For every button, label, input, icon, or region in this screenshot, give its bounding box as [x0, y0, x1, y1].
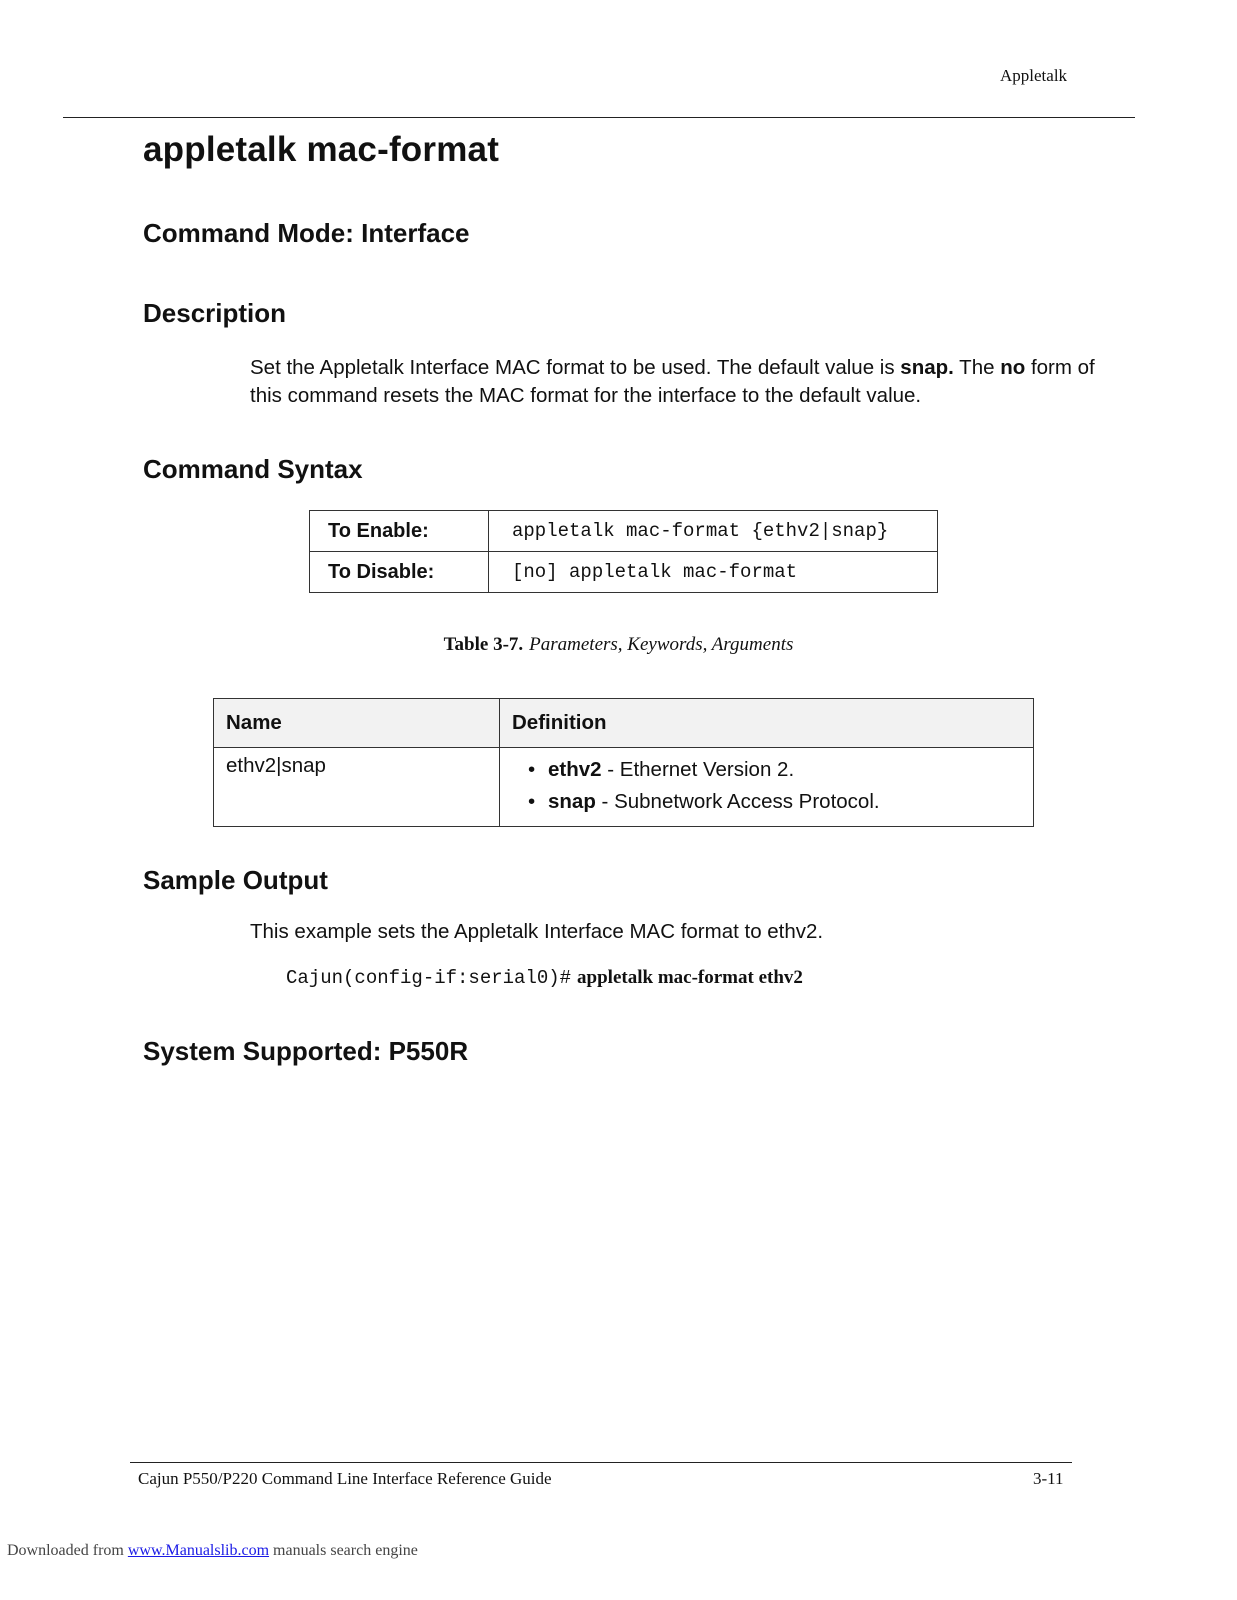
- definition-text: - Ethernet Version 2.: [601, 758, 795, 781]
- list-item: [528, 786, 1021, 818]
- definition-keyword: snap: [548, 790, 596, 813]
- header-rule: [63, 117, 1135, 118]
- table-caption: [0, 634, 1237, 656]
- enable-command: appletalk mac-format {ethv2|snap}: [489, 511, 938, 552]
- parameter-name: ethv2|snap: [214, 748, 500, 827]
- default-value: snap.: [900, 356, 954, 379]
- watermark-prefix: Downloaded from: [7, 1542, 128, 1559]
- description-paragraph: [250, 354, 1110, 410]
- bullet-icon: •: [528, 790, 536, 813]
- sample-output-heading: Sample Output: [143, 865, 328, 895]
- description-text-2: The: [953, 356, 1001, 379]
- cli-prompt: Cajun(config-if:serial0)#: [286, 967, 572, 989]
- disable-label: To Disable:: [310, 552, 489, 593]
- download-watermark: [7, 1542, 418, 1560]
- description-heading: Description: [143, 298, 287, 328]
- definition-text: - Subnetwork Access Protocol.: [595, 790, 880, 813]
- definition-column-header: Definition: [500, 699, 1034, 748]
- bullet-icon: •: [528, 758, 536, 781]
- footer-guide-title: Cajun P550/P220 Command Line Interface Reference Guide: [138, 1469, 552, 1488]
- description-text-3: form of this command resets the MAC format for the interface to the default value.: [250, 356, 1095, 407]
- page-title: appletalk mac-format: [143, 130, 500, 169]
- command-mode-heading: Command Mode: Interface: [143, 218, 470, 248]
- table-row: [214, 748, 1034, 827]
- name-column-header: Name: [214, 699, 500, 748]
- syntax-table: [309, 510, 938, 593]
- parameters-table: [213, 698, 1034, 827]
- footer-rule: [130, 1462, 1072, 1463]
- manualslib-link[interactable]: www.Manualslib.com: [127, 1542, 270, 1559]
- sample-command-line: [286, 967, 803, 989]
- definition-list: [512, 754, 1021, 818]
- watermark-suffix: manuals search engine: [269, 1542, 418, 1559]
- parameter-definition: [500, 748, 1034, 827]
- syntax-row-enable: [310, 511, 938, 552]
- system-supported-heading: System Supported: P550R: [143, 1036, 469, 1066]
- disable-command: [no] appletalk mac-format: [489, 552, 938, 593]
- table-caption-number: Table 3-7.: [443, 634, 524, 655]
- description-text-1: Set the Appletalk Interface MAC format to be used. The default value is: [250, 356, 901, 379]
- no-keyword: no: [1000, 356, 1026, 379]
- command-syntax-heading: Command Syntax: [143, 454, 363, 484]
- parameters-header-row: [214, 699, 1034, 748]
- running-header: Appletalk: [1000, 66, 1068, 85]
- table-caption-title: Parameters, Keywords, Arguments: [529, 634, 794, 655]
- definition-keyword: ethv2: [548, 758, 602, 781]
- syntax-row-disable: [310, 552, 938, 593]
- enable-label: To Enable:: [310, 511, 489, 552]
- cli-command: appletalk mac-format ethv2: [577, 967, 803, 988]
- list-item: [528, 754, 1021, 786]
- footer-page-number: 3-11: [1033, 1469, 1064, 1488]
- sample-description: This example sets the Appletalk Interface MAC format to ethv2.: [250, 920, 824, 943]
